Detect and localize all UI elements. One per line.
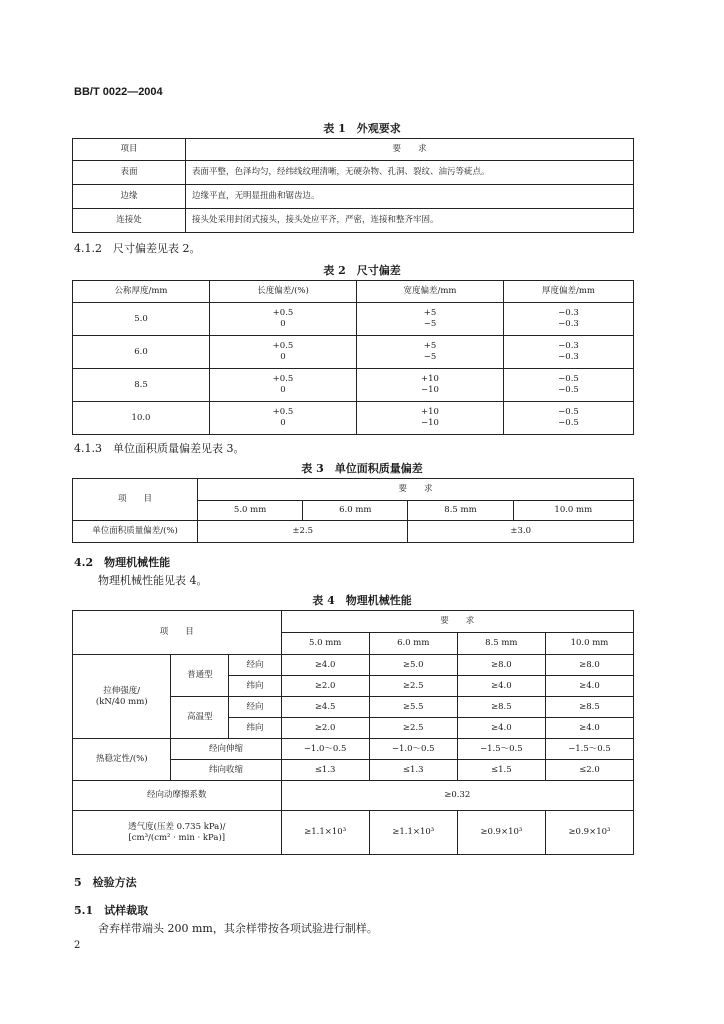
table4-cell: ≥2.0 [281, 718, 369, 739]
section-5-1-text: 舍弃样带端头 200 mm，其余样带按各项试验进行制样。 [98, 922, 378, 935]
table2-cell: +0.5 0 [210, 369, 357, 402]
table4-cell: ≥5.0 [369, 655, 457, 676]
table2-cell: −0.5 −0.5 [504, 369, 634, 402]
table4-head-item: 项 目 [73, 611, 282, 655]
table4-cell: ≤1.3 [281, 760, 369, 781]
table-row [73, 209, 634, 233]
table4-cell: −1.5～0.5 [545, 739, 633, 760]
table2-head: 厚度偏差/mm [504, 281, 634, 303]
section-5-1: 5.1 试样裁取 [74, 904, 149, 917]
table4-cell: −1.5～0.5 [457, 739, 545, 760]
table4-cell: −1.0～0.5 [369, 739, 457, 760]
table3-size: 8.5 mm [408, 501, 513, 521]
table-row [73, 739, 634, 760]
table4-cell: ≥2.5 [369, 718, 457, 739]
table4-cell: ≤1.5 [457, 760, 545, 781]
table4-cell: ≥0.9×10³ [457, 811, 545, 855]
section-4-1-2: 4.1.2 尺寸偏差见表 2。 [74, 242, 201, 255]
table4-friction-label: 经向动摩擦系数 [73, 781, 282, 811]
table4-tensile-label: 拉伸强度/ (kN/40 mm) [73, 655, 171, 739]
table3-size: 5.0 mm [198, 501, 303, 521]
table3-size: 6.0 mm [303, 501, 408, 521]
table4-cell: ≥8.5 [545, 697, 633, 718]
table4-cell: ≥4.0 [281, 655, 369, 676]
table2-cell: −0.5 −0.5 [504, 402, 634, 435]
table4-friction-value: ≥0.32 [281, 781, 633, 811]
table2-head: 公称厚度/mm [73, 281, 210, 303]
table1-head-req: 要 求 [186, 139, 634, 161]
table4-cell: ≥2.5 [369, 676, 457, 697]
table3-cell: ±3.0 [408, 521, 634, 543]
table1-cell: 边缘 [73, 185, 186, 209]
table4-cell: ≥0.9×10³ [545, 811, 633, 855]
table1-head-item: 项目 [73, 139, 186, 161]
table4-cell: ≥2.0 [281, 676, 369, 697]
table2-cell: +5 −5 [357, 336, 504, 369]
table4-cell: ≥4.5 [281, 697, 369, 718]
table4-air-label: 透气度(压差 0.735 kPa)/ [cm³/(cm² · min · kPa)] [73, 811, 282, 855]
page-number: 2 [74, 940, 81, 951]
table2-cell: 8.5 [73, 369, 210, 402]
section-4-2: 4.2 物理机械性能 [74, 556, 171, 569]
table4-cell: ≥8.0 [457, 655, 545, 676]
table3-size: 10.0 mm [513, 501, 633, 521]
table1-cell: 表面平整，色泽均匀，经纬线纹理清晰，无硬杂物、孔洞、裂纹、油污等疵点。 [186, 161, 634, 185]
table2-head: 宽度偏差/mm [357, 281, 504, 303]
table4-cell: ≤1.3 [369, 760, 457, 781]
table4-high-type: 高温型 [171, 697, 229, 739]
table4-cell: ≥4.0 [545, 718, 633, 739]
table-row [73, 161, 634, 185]
table4-cell: ≥8.5 [457, 697, 545, 718]
table4-direction: 经向 [229, 697, 281, 718]
table3-head-req: 要 求 [198, 479, 634, 501]
table2 [72, 280, 634, 435]
table1 [72, 138, 634, 233]
table1-cell: 连接处 [73, 209, 186, 233]
table-row [73, 336, 634, 369]
table4-cell: ≥8.0 [545, 655, 633, 676]
table4-direction: 纬向 [229, 676, 281, 697]
table2-head: 长度偏差/(%) [210, 281, 357, 303]
table4-cell: ≥1.1×10³ [281, 811, 369, 855]
table-row [73, 781, 634, 811]
table4-cell: ≥4.0 [457, 718, 545, 739]
table4-caption: 表 4 物理机械性能 [312, 594, 412, 607]
table4-cell: ≤2.0 [545, 760, 633, 781]
table4-expand-label: 经向伸缩 [171, 739, 281, 760]
table3-cell: ±2.5 [198, 521, 408, 543]
table-row [73, 521, 634, 543]
table2-cell: +10 −10 [357, 402, 504, 435]
table2-cell: +5 −5 [357, 303, 504, 336]
table4-direction: 纬向 [229, 718, 281, 739]
table4 [72, 610, 634, 855]
table2-caption: 表 2 尺寸偏差 [323, 264, 401, 277]
table-row [73, 811, 634, 855]
table2-cell: +0.5 0 [210, 336, 357, 369]
table1-cell: 接头处采用封闭式接头，接头处应平齐，严密，连接和整齐牢固。 [186, 209, 634, 233]
table4-cell: ≥4.0 [457, 676, 545, 697]
table4-head-req: 要 求 [281, 611, 633, 633]
table-row [73, 402, 634, 435]
table-row [73, 185, 634, 209]
section-4-2-text: 物理机械性能见表 4。 [98, 574, 208, 587]
table2-cell: 10.0 [73, 402, 210, 435]
table1-cell: 边缘平直，无明显扭曲和锯齿边。 [186, 185, 634, 209]
table4-size: 10.0 mm [545, 633, 633, 655]
table-row [73, 369, 634, 402]
table4-normal-type: 普通型 [171, 655, 229, 697]
section-4-1-3: 4.1.3 单位面积质量偏差见表 3。 [74, 442, 245, 455]
table2-cell: +0.5 0 [210, 402, 357, 435]
table2-cell: −0.3 −0.3 [504, 303, 634, 336]
table1-cell: 表面 [73, 161, 186, 185]
table4-cell: ≥5.5 [369, 697, 457, 718]
table2-cell: +0.5 0 [210, 303, 357, 336]
table2-cell: +10 −10 [357, 369, 504, 402]
standard-code: BB/T 0022—2004 [74, 86, 163, 98]
table4-thermal-label: 热稳定性/(%) [73, 739, 171, 781]
table4-size: 8.5 mm [457, 633, 545, 655]
table3 [72, 478, 634, 543]
table4-shrink-label: 纬向收缩 [171, 760, 281, 781]
table3-caption: 表 3 单位面积质量偏差 [301, 462, 423, 475]
table4-size: 5.0 mm [281, 633, 369, 655]
table4-cell: −1.0～0.5 [281, 739, 369, 760]
table4-cell: ≥4.0 [545, 676, 633, 697]
table-row [73, 655, 634, 676]
table2-cell: 6.0 [73, 336, 210, 369]
table1-caption: 表 1 外观要求 [323, 122, 401, 135]
table2-cell: 5.0 [73, 303, 210, 336]
table3-head-item: 项 目 [73, 479, 198, 521]
table4-size: 6.0 mm [369, 633, 457, 655]
table4-cell: ≥1.1×10³ [369, 811, 457, 855]
table3-row-label: 单位面积质量偏差/(%) [73, 521, 198, 543]
table-row [73, 303, 634, 336]
section-5: 5 检验方法 [74, 876, 137, 889]
table2-cell: −0.3 −0.3 [504, 336, 634, 369]
table4-direction: 经向 [229, 655, 281, 676]
